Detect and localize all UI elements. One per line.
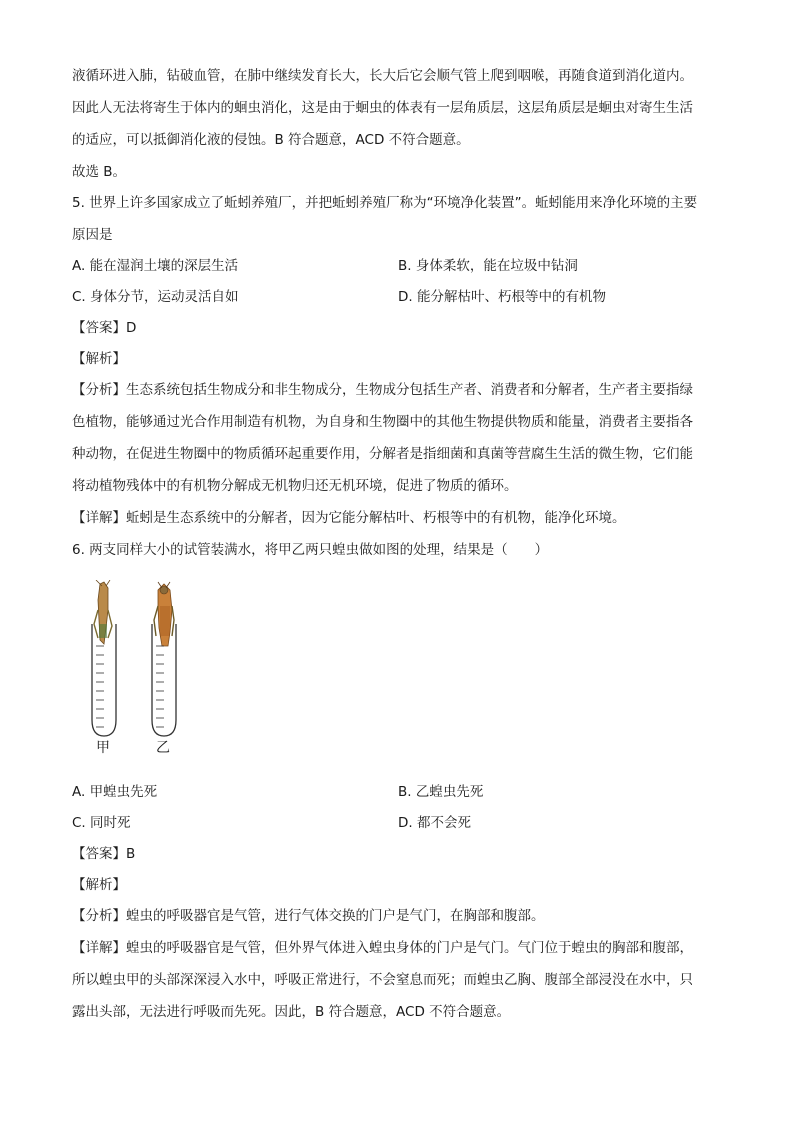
- q5-stem-line-2: 原因是: [72, 227, 113, 243]
- q5-analysis-line-4: 将动植物残体中的有机物分解成无机物归还无机环境，促进了物质的循环。: [72, 478, 518, 494]
- q6-stem: 6. 两支同样大小的试管装满水，将甲乙两只蝗虫做如图的处理，结果是（ ）: [72, 542, 549, 558]
- q5-jiexi-heading: 【解析】: [72, 351, 126, 367]
- q5-analysis-line-2: 色植物，能够通过光合作用制造有机物，为自身和生物圈中的其他生物提供物质和能量，消费者主要指各: [72, 414, 693, 430]
- q6-jiexi-heading: 【解析】: [72, 877, 126, 893]
- q6-option-a: A. 甲蝗虫先死: [72, 784, 158, 800]
- intro-line-2: 因此人无法将寄生于体内的蛔虫消化，这是由于蛔虫的体表有一层角质层，这层角质层是蛔虫对寄生生活: [72, 100, 693, 116]
- conclusion-line: 故选 B。: [72, 164, 127, 180]
- label-jia: 甲: [96, 740, 110, 756]
- intro-line-3: 的适应，可以抵御消化液的侵蚀。B 符合题意，ACD 不符合题意。: [72, 132, 470, 148]
- q5-option-b: B. 身体柔软，能在垃圾中钻洞: [398, 258, 578, 274]
- q5-option-d: D. 能分解枯叶、朽根等中的有机物: [398, 289, 606, 305]
- q6-analysis: 【分析】蝗虫的呼吸器官是气管，进行气体交换的门户是气门，在胸部和腹部。: [72, 908, 545, 924]
- q6-explanation-line-2: 所以蝗虫甲的头部深深浸入水中，呼吸正常进行，不会窒息而死；而蝗虫乙胸、腹部全部浸没在水中，只: [72, 972, 693, 988]
- q5-analysis-line-3: 种动物，在促进生物圈中的物质循环起重要作用，分解者是指细菌和真菌等营腐生生活的微生物，它们能: [72, 446, 693, 462]
- q5-answer: 【答案】D: [72, 320, 137, 336]
- test-tube-figure: [86, 580, 196, 780]
- q6-explanation-line-1: 【详解】蝗虫的呼吸器官是气管，但外界气体进入蝗虫身体的门户是气门。气门位于蝗虫的胸部和腹部，: [72, 940, 693, 956]
- q5-option-c: C. 身体分节，运动灵活自如: [72, 289, 239, 305]
- q6-answer: 【答案】B: [72, 846, 136, 862]
- label-yi: 乙: [156, 740, 170, 756]
- q6-option-c: C. 同时死: [72, 815, 131, 831]
- intro-line-1: 液循环进入肺，钻破血管，在肺中继续发育长大，长大后它会顺气管上爬到咽喉，再随食道到消化道内。: [72, 68, 693, 84]
- q5-analysis-line-1: 【分析】生态系统包括生物成分和非生物成分，生物成分包括生产者、消费者和分解者，生产者主要指绿: [72, 382, 693, 398]
- tube-yi: [152, 582, 176, 736]
- q6-option-d: D. 都不会死: [398, 815, 471, 831]
- tube-jia: [92, 580, 116, 736]
- q5-stem-line-1: 5. 世界上许多国家成立了蚯蚓养殖厂，并把蚯蚓养殖厂称为“环境净化装置”。蚯蚓能用来净化环境的主要: [72, 195, 698, 211]
- q5-option-a: A. 能在湿润土壤的深层生活: [72, 258, 239, 274]
- q6-explanation-line-3: 露出头部，无法进行呼吸而先死。因此，B 符合题意，ACD 不符合题意。: [72, 1004, 511, 1020]
- q5-explanation: 【详解】蚯蚓是生态系统中的分解者，因为它能分解枯叶、朽根等中的有机物，能净化环境。: [72, 510, 626, 526]
- q6-option-b: B. 乙蝗虫先死: [398, 784, 484, 800]
